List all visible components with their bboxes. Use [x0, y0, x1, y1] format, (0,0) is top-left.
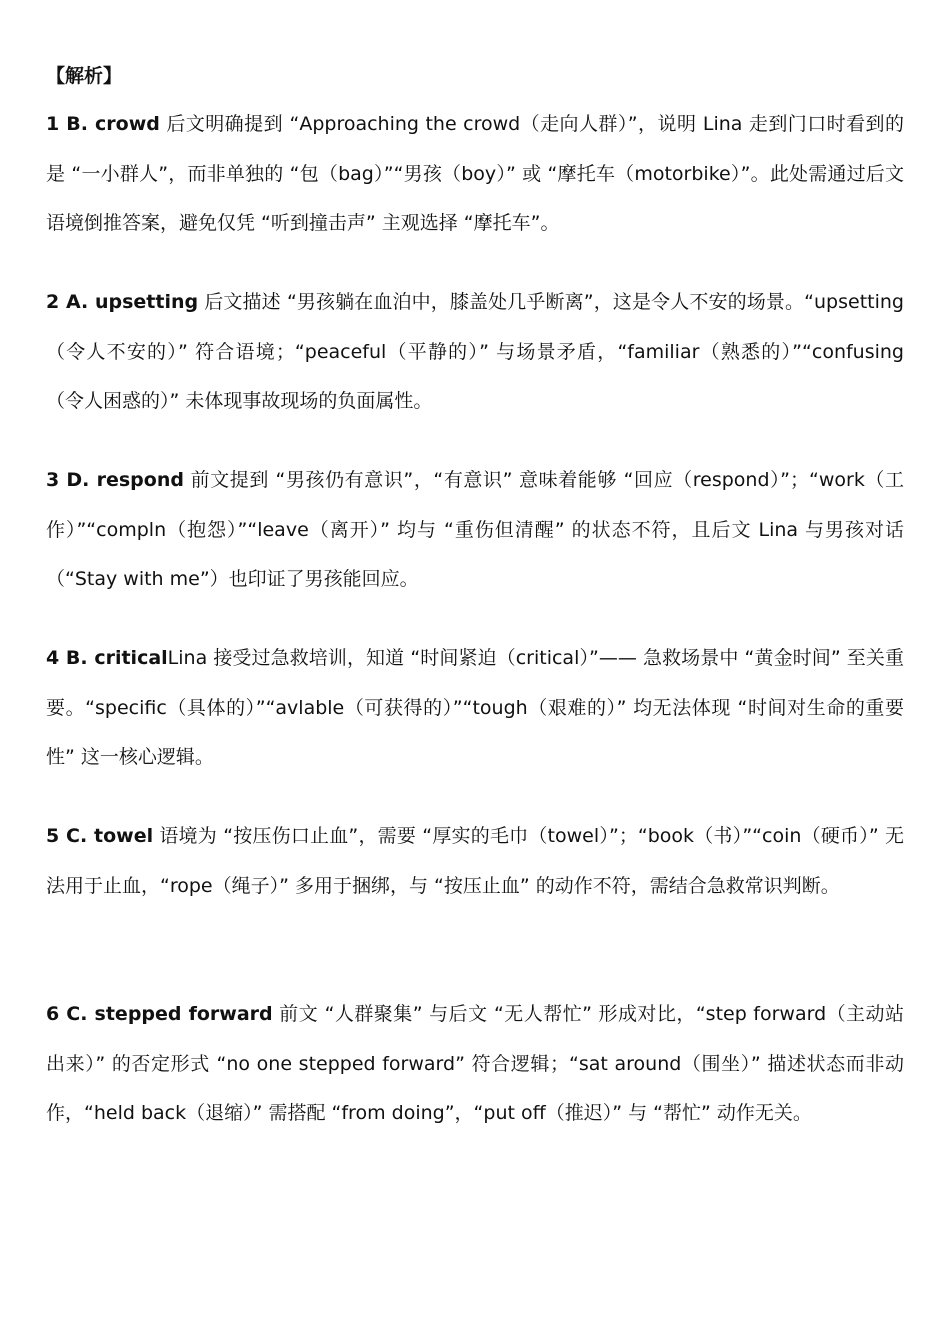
answer-explanation-1: [46, 100, 904, 249]
answer-explanation-3: [46, 456, 904, 605]
answer-label: 4 B. critical: [46, 647, 168, 669]
answer-label: 1 B. crowd: [46, 113, 160, 135]
answer-label: 3 D. respond: [46, 469, 184, 491]
answer-explanation-6: [46, 990, 904, 1139]
answer-label: 5 C. towel: [46, 825, 154, 847]
explanation-text: 后文明确提到 “Approaching the crowd（走向人群）”，说明 Lina 走到门口时看到的是 “一小群人”，而非单独的 “包（bag）”“男孩（boy）” 或 “摩托车（motorbike）”。此处需通过后文语境倒推答案，避免仅凭 “听到撞击声” 主观选择 “摩托车”。: [46, 113, 904, 235]
explanation-text: Lina 接受过急救培训，知道 “时间紧迫（critical）”—— 急救场景中 “黄金时间” 至关重要。“specific（具体的）”“avlable（可获得的）”“tough（艰难的）” 均无法体现 “时间对生命的重要性” 这一核心逻辑。: [46, 647, 904, 769]
explanation-text: 语境为 “按压伤口止血”，需要 “厚实的毛巾（towel）”；“book（书）”“coin（硬币）” 无法用于止血，“rope（绳子）” 多用于捆绑，与 “按压止血” 的动作不符，需结合急救常识判断。: [46, 825, 904, 897]
answer-explanation-4: [46, 634, 904, 783]
answer-label: 2 A. upsetting: [46, 291, 199, 313]
explanation-text: 后文描述 “男孩躺在血泊中，膝盖处几乎断离”，这是令人不安的场景。“upsetting（令人不安的）” 符合语境；“peaceful（平静的）” 与场景矛盾，“familiar（熟悉的）”“confusing（令人困惑的）” 未体现事故现场的负面属性。: [46, 291, 904, 413]
section-heading: 【解析】: [46, 65, 123, 87]
answer-explanation-5: [46, 812, 904, 911]
explanation-text: 前文 “人群聚集” 与后文 “无人帮忙” 形成对比，“step forward（主动站出来）” 的否定形式 “no one stepped forward” 符合逻辑；“sat around（围坐）” 描述状态而非动作，“held back（退缩）” 需搭配 “from doing”，“put off（推迟）” 与 “帮忙” 动作无关。: [46, 1003, 904, 1125]
answer-label: 6 C. stepped forward: [46, 1003, 273, 1025]
explanation-text: 前文提到 “男孩仍有意识”，“有意识” 意味着能够 “回应（respond）”；“work（工作）”“compln（抱怨）”“leave（离开）” 均与 “重伤但清醒” 的状态不符，且后文 Lina 与男孩对话（“Stay with me”）也印证了男孩能回应。: [46, 469, 904, 591]
answer-explanation-2: [46, 278, 904, 427]
